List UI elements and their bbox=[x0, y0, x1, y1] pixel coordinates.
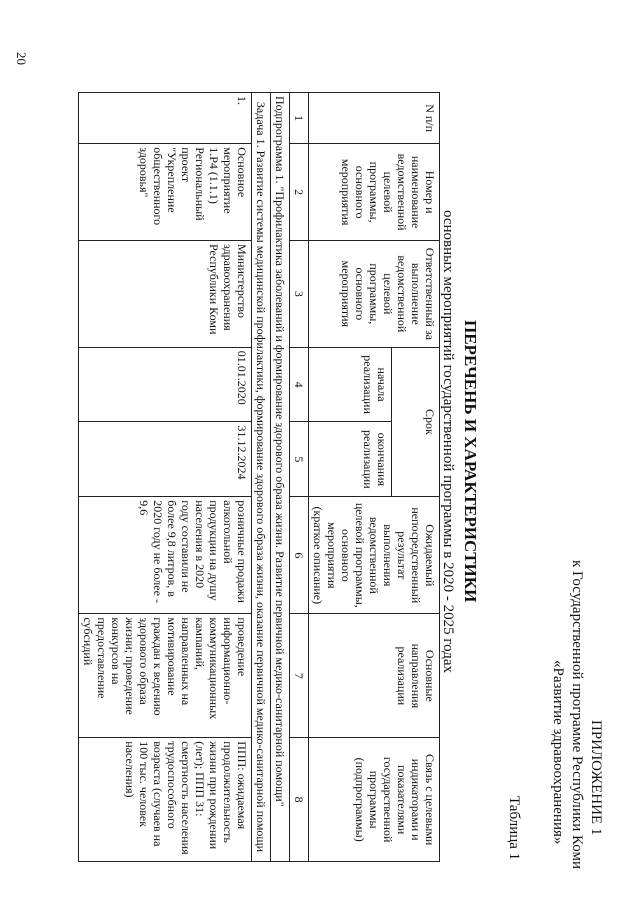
table-label: Таблица 1 bbox=[506, 796, 522, 861]
col-number: 5 bbox=[290, 422, 309, 497]
subprogram-row: Подпрограмма 1. "Профилактика заболеваний и формирование здорового образа жизни. Развитие первичной медико-санитарной помощи" bbox=[271, 93, 290, 862]
header-name: Номер и наименование ведомственной целевой программы, основного мероприятия bbox=[309, 144, 440, 241]
header-srok: Срок bbox=[392, 347, 440, 497]
row-result: розничные продажи алкогольной продукции на душу населения в 2020 году составили не более 9,8 литров, в 2020 году не более - 9,6 bbox=[79, 497, 252, 614]
header-responsible: Ответственный за выполнение ведомственной целевой программы, основного мероприятия bbox=[309, 240, 440, 347]
header-num: N п/п bbox=[309, 93, 440, 144]
col-number: 4 bbox=[290, 347, 309, 422]
col-number: 7 bbox=[290, 614, 309, 738]
task-row: Задача 1. Развитие системы медицинской профилактики, формирование здорового образа жизни, оказание первичной медико-санитарной помощи bbox=[252, 93, 271, 862]
header-link: Связь с целевыми индикаторами и показателями государственной программы (подпрограммы) bbox=[309, 738, 440, 862]
row-responsible: Министерство здравоохранения Республики Коми bbox=[79, 240, 252, 347]
row-end: 31.12.2024 bbox=[79, 422, 252, 497]
header-result: Ожидаемый непосредственный результат выполнения ведомственной целевой программы, основного мероприятия (краткое описание) bbox=[309, 497, 440, 614]
col-number: 1 bbox=[290, 93, 309, 144]
row-name: Основное мероприятие 1.P4 (1.1.1) Региональный проект "Укрепление общественного здоровья" bbox=[79, 144, 252, 241]
row-link: ППП: ожидаемая продолжительность жизни при рождении (лет); ППП 31: смертность населения трудоспособного возраста (случаев на 100 тыс. человек населения) bbox=[79, 738, 252, 862]
header-start: начала реализации bbox=[309, 347, 392, 422]
header-directions: Основные направления реализации bbox=[309, 614, 440, 738]
col-number: 2 bbox=[290, 144, 309, 241]
col-number: 3 bbox=[290, 240, 309, 347]
appendix-line1: ПРИЛОЖЕНИЕ 1 bbox=[588, 720, 604, 836]
appendix-line3: «Развитие здравоохранения» bbox=[550, 660, 566, 845]
row-directions: проведение информационно-коммуникационных кампаний, направленных на мотивирование граждан к ведению здорового образа жизни; проведение конкурсов на предоставление субсидий bbox=[79, 614, 252, 738]
measures-table bbox=[78, 92, 440, 862]
table-row bbox=[79, 93, 252, 862]
header-end: окончания реализации bbox=[309, 422, 392, 497]
document-subtitle: основных мероприятий государственной программы в 2020 - 2025 годах bbox=[440, 210, 456, 673]
col-number: 8 bbox=[290, 738, 309, 862]
document-title: ПЕРЕЧЕНЬ И ХАРАКТЕРИСТИКИ bbox=[461, 320, 480, 603]
page-number: 20 bbox=[14, 52, 29, 65]
col-number: 6 bbox=[290, 497, 309, 614]
appendix-line2: к Государственной программе Республики Коми bbox=[569, 560, 585, 869]
row-num: 1. bbox=[79, 93, 252, 144]
row-start: 01.01.2020 bbox=[79, 347, 252, 422]
